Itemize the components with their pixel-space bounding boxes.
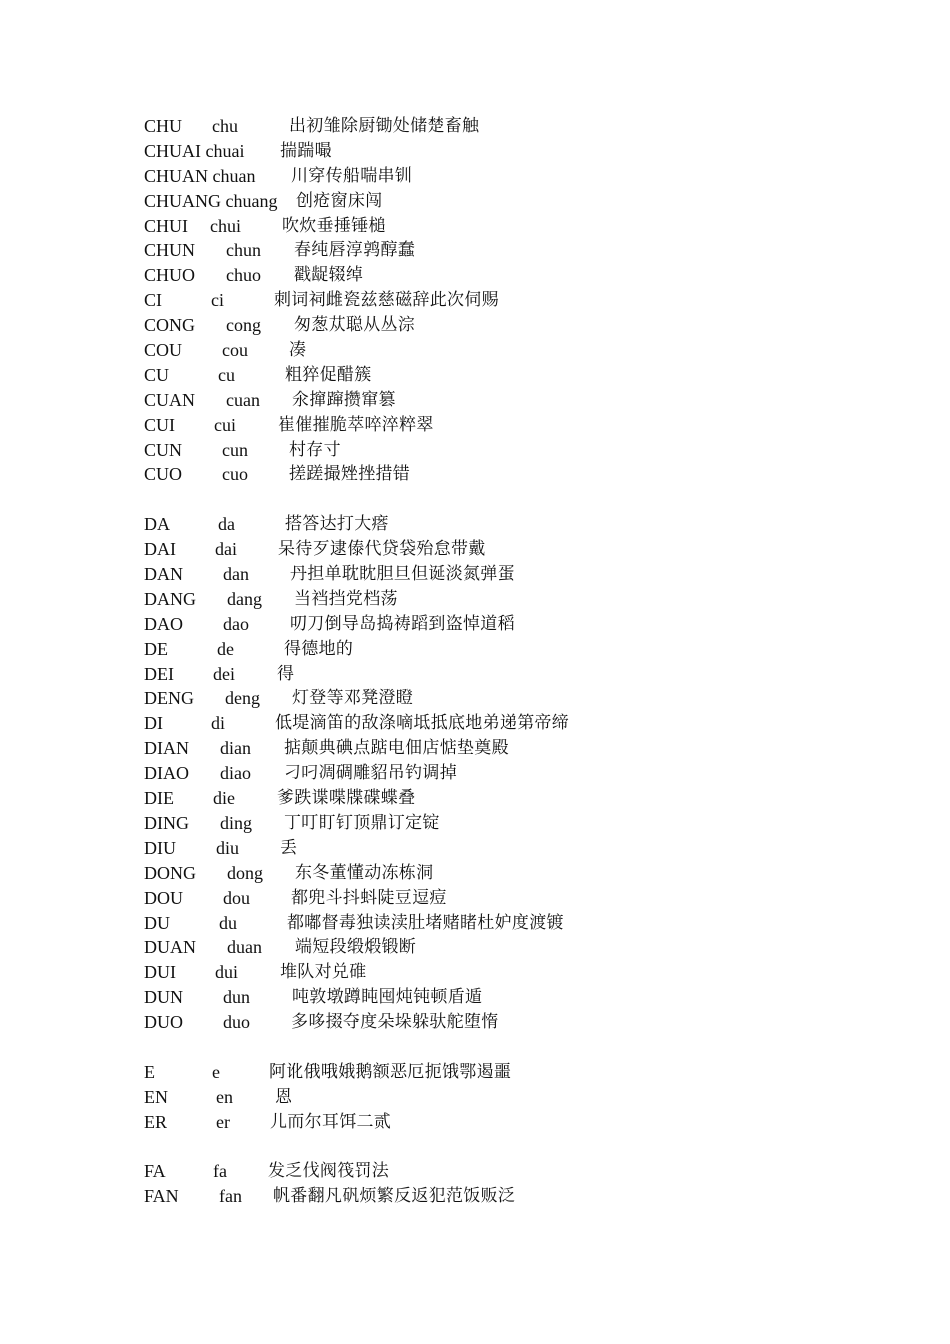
- pinyin-row: [144, 960, 844, 985]
- pinyin-uppercase: DENG: [144, 688, 194, 709]
- pinyin-lowercase: e: [212, 1061, 220, 1082]
- pinyin-lowercase: dui: [215, 962, 239, 983]
- chinese-characters: 吹炊垂捶锤槌: [282, 215, 386, 236]
- pinyin-row: [144, 686, 844, 711]
- pinyin-uppercase: DI: [144, 713, 163, 734]
- pinyin-uppercase: DIE: [144, 788, 174, 809]
- chinese-characters: 搓蹉撮矬挫措错: [289, 464, 411, 485]
- pinyin-row: [144, 288, 844, 313]
- chinese-characters: 村存寸: [289, 439, 341, 460]
- pinyin-lowercase: cui: [214, 414, 236, 435]
- pinyin-lowercase: duo: [223, 1012, 250, 1033]
- pinyin-uppercase: CHUN: [144, 240, 196, 261]
- chinese-characters: 粗猝促醋簇: [285, 364, 372, 385]
- pinyin-lowercase: dai: [215, 539, 237, 560]
- pinyin-row: [144, 836, 844, 861]
- pinyin-row: [144, 761, 844, 786]
- pinyin-lowercase: duan: [227, 937, 262, 958]
- pinyin-uppercase: DAO: [144, 613, 183, 634]
- pinyin-uppercase: DU: [144, 912, 170, 933]
- pinyin-uppercase: DIU: [144, 837, 176, 858]
- chinese-characters: 恩: [275, 1086, 293, 1107]
- chinese-characters: 刺词祠雌瓷兹慈磁辞此次伺赐: [274, 290, 499, 311]
- chinese-characters: 丢: [280, 837, 298, 858]
- pinyin-lowercase: da: [218, 514, 235, 535]
- pinyin-row: [144, 736, 844, 761]
- pinyin-row: [144, 263, 844, 288]
- chinese-characters: 当裆挡党档荡: [294, 588, 398, 609]
- pinyin-uppercase: E: [144, 1061, 155, 1082]
- pinyin-lowercase: chu: [212, 116, 238, 136]
- pinyin-row: [144, 189, 844, 214]
- pinyin-row: [144, 886, 844, 911]
- pinyin-lowercase: er: [216, 1111, 230, 1132]
- pinyin-uppercase: CHUAI chuai: [144, 140, 245, 161]
- pinyin-uppercase: DUO: [144, 1012, 183, 1033]
- pinyin-row: [144, 985, 844, 1010]
- pinyin-uppercase: CHUO: [144, 265, 196, 286]
- pinyin-row: [144, 388, 844, 413]
- pinyin-row: [144, 114, 844, 139]
- pinyin-row: [144, 238, 844, 263]
- pinyin-row: [144, 164, 844, 189]
- chinese-characters: 多哆掇夺度朵垛躲驮舵堕惰: [291, 1012, 499, 1033]
- pinyin-row: [144, 711, 844, 736]
- chinese-characters: 发乏伐阀筏罚法: [268, 1161, 390, 1182]
- pinyin-uppercase: CHU: [144, 116, 183, 136]
- chinese-characters: 吨敦墩蹲盹囤炖钝顿盾遁: [292, 987, 483, 1008]
- pinyin-lowercase: du: [219, 912, 237, 933]
- pinyin-uppercase: CUN: [144, 439, 183, 460]
- pinyin-uppercase: DOU: [144, 887, 183, 908]
- pinyin-lowercase: dong: [227, 862, 263, 883]
- pinyin-row: [144, 1010, 844, 1035]
- pinyin-lowercase: de: [217, 638, 234, 659]
- pinyin-uppercase: DE: [144, 638, 168, 659]
- pinyin-row: [144, 587, 844, 612]
- pinyin-uppercase: COU: [144, 340, 183, 361]
- pinyin-row: [144, 214, 844, 239]
- pinyin-row: [144, 338, 844, 363]
- chinese-characters: 创疮窗床闯: [296, 190, 383, 211]
- pinyin-lowercase: di: [211, 713, 226, 734]
- pinyin-uppercase: DAN: [144, 564, 183, 585]
- chinese-characters: 叨刀倒导岛捣祷蹈到盗悼道稻: [290, 613, 515, 634]
- chinese-characters: 戳龊辍绰: [294, 265, 364, 286]
- chinese-characters: 堆队对兑碓: [280, 962, 367, 983]
- pinyin-lowercase: cu: [218, 364, 235, 385]
- chinese-characters: 出初雏除厨锄处储楚畜触: [289, 116, 480, 136]
- pinyin-lowercase: en: [216, 1086, 233, 1107]
- pinyin-uppercase: CI: [144, 290, 162, 311]
- pinyin-lowercase: dei: [213, 663, 235, 684]
- chinese-characters: 低堤滴笛的敌涤嘀坻抵底地弟递第帝缔: [275, 713, 570, 734]
- pinyin-lowercase: dao: [223, 613, 249, 634]
- pinyin-uppercase: CHUAN chuan: [144, 165, 256, 186]
- pinyin-uppercase: DONG: [144, 862, 196, 883]
- chinese-characters: 春纯唇淳鹑醇蠢: [294, 240, 416, 261]
- chinese-characters: 凑: [289, 340, 307, 361]
- chinese-characters: 丹担单耽眈胆旦但诞淡氮弹蛋: [290, 564, 515, 585]
- pinyin-uppercase: DIAO: [144, 763, 189, 784]
- chinese-characters: 都兜斗抖蚪陡豆逗痘: [291, 887, 447, 908]
- chinese-characters: 匆葱苁聪从丛淙: [294, 315, 416, 336]
- chinese-characters: 爹跌谍喋牒碟蝶叠: [277, 788, 416, 809]
- pinyin-lowercase: cong: [226, 315, 261, 336]
- pinyin-lowercase: dou: [223, 887, 250, 908]
- pinyin-uppercase: CUAN: [144, 389, 196, 410]
- pinyin-uppercase: CHUI: [144, 215, 188, 236]
- pinyin-lowercase: chun: [226, 240, 261, 261]
- pinyin-lowercase: fan: [219, 1186, 242, 1207]
- pinyin-uppercase: DEI: [144, 663, 174, 684]
- pinyin-lowercase: fa: [213, 1161, 227, 1182]
- pinyin-row: [144, 537, 844, 562]
- pinyin-row: [144, 935, 844, 960]
- pinyin-uppercase: DA: [144, 514, 170, 535]
- pinyin-uppercase: CUI: [144, 414, 175, 435]
- section-spacer: [144, 1135, 844, 1160]
- pinyin-uppercase: FA: [144, 1161, 166, 1182]
- pinyin-uppercase: CUO: [144, 464, 183, 485]
- pinyin-lowercase: cuo: [222, 464, 248, 485]
- pinyin-uppercase: CHUANG chuang: [144, 190, 278, 211]
- pinyin-lowercase: ding: [220, 812, 253, 833]
- pinyin-row: [144, 512, 844, 537]
- chinese-characters: 都嘟督毒独读渎肚堵赌睹杜妒度渡镀: [287, 912, 564, 933]
- pinyin-row: [144, 637, 844, 662]
- chinese-characters: 灯登等邓凳澄瞪: [292, 688, 414, 709]
- pinyin-lowercase: chuo: [226, 265, 261, 286]
- pinyin-row: [144, 438, 844, 463]
- pinyin-row: [144, 662, 844, 687]
- chinese-characters: 阿讹俄哦娥鹅额恶厄扼饿鄂遏噩: [269, 1061, 512, 1082]
- pinyin-row: [144, 1159, 844, 1184]
- pinyin-row: [144, 562, 844, 587]
- pinyin-row: [144, 363, 844, 388]
- pinyin-row: [144, 861, 844, 886]
- chinese-characters: 揣踹嘬: [280, 140, 332, 161]
- chinese-characters: 川穿传船喘串钏: [291, 165, 413, 186]
- pinyin-uppercase: EN: [144, 1086, 168, 1107]
- pinyin-uppercase: DUN: [144, 987, 183, 1008]
- chinese-characters: 丁叮盯钉顶鼎订定锭: [284, 812, 440, 833]
- pinyin-lowercase: diu: [216, 837, 240, 858]
- pinyin-row: [144, 612, 844, 637]
- pinyin-uppercase: DIAN: [144, 738, 189, 759]
- pinyin-row: [144, 786, 844, 811]
- pinyin-uppercase: FAN: [144, 1186, 179, 1207]
- chinese-characters: 搭答达打大瘩: [285, 514, 389, 535]
- pinyin-uppercase: DAI: [144, 539, 176, 560]
- pinyin-lowercase: chui: [210, 215, 241, 236]
- pinyin-uppercase: DING: [144, 812, 189, 833]
- pinyin-uppercase: DANG: [144, 588, 196, 609]
- pinyin-lowercase: cun: [222, 439, 248, 460]
- pinyin-row: [144, 139, 844, 164]
- pinyin-character-list: [144, 114, 844, 1209]
- chinese-characters: 呆待歹逮傣代贷袋殆怠带戴: [278, 539, 486, 560]
- pinyin-row: [144, 1110, 844, 1135]
- chinese-characters: 端短段缎煅锻断: [295, 937, 417, 958]
- pinyin-lowercase: cuan: [226, 389, 260, 410]
- pinyin-row: [144, 413, 844, 438]
- chinese-characters: 掂颠典碘点踮电佃店惦垫奠殿: [284, 738, 509, 759]
- section-spacer: [144, 487, 844, 512]
- pinyin-uppercase: DUAN: [144, 937, 196, 958]
- pinyin-lowercase: die: [213, 788, 235, 809]
- chinese-characters: 帆番翻凡矾烦繁反返犯范饭贩泛: [273, 1186, 516, 1207]
- pinyin-row: [144, 811, 844, 836]
- pinyin-uppercase: ER: [144, 1111, 168, 1132]
- pinyin-lowercase: dun: [223, 987, 250, 1008]
- pinyin-row: [144, 313, 844, 338]
- pinyin-lowercase: diao: [220, 763, 251, 784]
- pinyin-row: [144, 1085, 844, 1110]
- chinese-characters: 崔催摧脆萃啐淬粹翠: [278, 414, 434, 435]
- pinyin-uppercase: CU: [144, 364, 170, 385]
- pinyin-uppercase: DUI: [144, 962, 176, 983]
- pinyin-lowercase: dan: [223, 564, 249, 585]
- chinese-characters: 得德地的: [284, 638, 354, 659]
- chinese-characters: 儿而尔耳饵二贰: [270, 1111, 392, 1132]
- pinyin-row: [144, 911, 844, 936]
- pinyin-lowercase: ci: [211, 290, 224, 311]
- pinyin-row: [144, 1060, 844, 1085]
- pinyin-lowercase: deng: [225, 688, 260, 709]
- pinyin-row: [144, 1184, 844, 1209]
- pinyin-row: [144, 462, 844, 487]
- chinese-characters: 氽撺蹿攒窜篡: [292, 389, 396, 410]
- pinyin-lowercase: dang: [227, 588, 262, 609]
- pinyin-uppercase: CONG: [144, 315, 196, 336]
- chinese-characters: 东冬董懂动冻栋洞: [295, 862, 434, 883]
- pinyin-lowercase: dian: [220, 738, 251, 759]
- section-spacer: [144, 1035, 844, 1060]
- chinese-characters: 刁叼凋碉雕貂吊钓调掉: [284, 763, 457, 784]
- chinese-characters: 得: [277, 663, 295, 684]
- pinyin-lowercase: cou: [222, 340, 248, 361]
